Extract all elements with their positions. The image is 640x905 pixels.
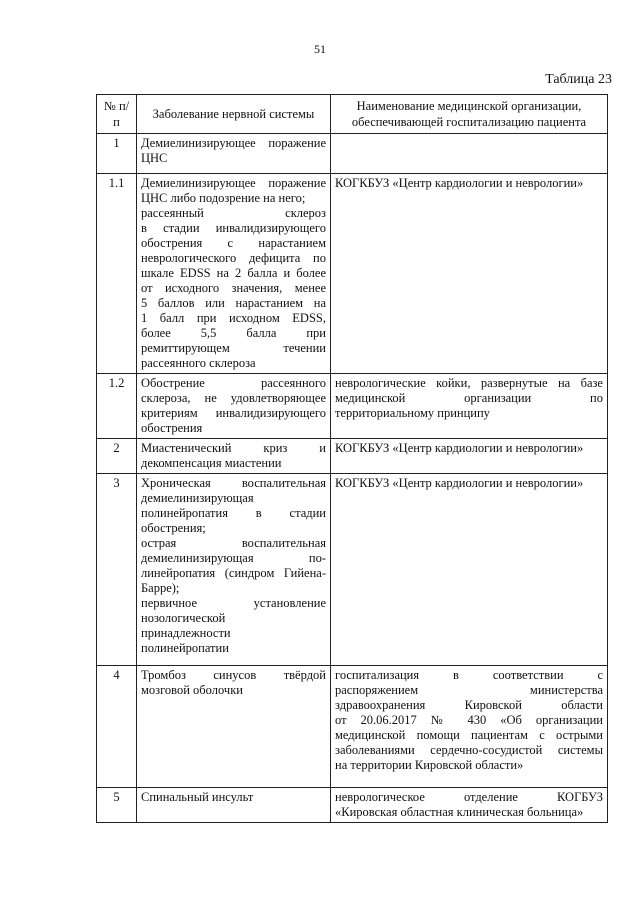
cell-text-line: Спинальный инсульт — [141, 790, 254, 804]
cell-text-line: Демиелинизирующее поражение — [141, 136, 326, 150]
header-organization: Наименование медицинской организации, обеспечивающей госпитализацию пациента — [331, 95, 608, 134]
cell-text-line: от 20.06.2017 № 430 «Об организации — [335, 713, 603, 727]
organization-cell — [331, 474, 608, 666]
cell-text-line: КОГКБУЗ «Центр кардиологии и неврологии» — [335, 441, 584, 455]
hospitalization-table — [96, 94, 608, 823]
cell-text-line: КОГКБУЗ «Центр кардиологии и неврологии» — [335, 176, 584, 190]
table-row — [97, 666, 608, 788]
header-num: № п/п — [97, 95, 137, 134]
cell-text-line: медицинской помощи пациентам с острыми — [335, 728, 603, 742]
cell-text-line: обострения; — [141, 521, 206, 535]
disease-cell — [137, 374, 331, 439]
row-number: 2 — [97, 439, 137, 474]
cell-text-line: на территории Кировской области» — [335, 758, 524, 772]
cell-text-line: Барре); — [141, 581, 180, 595]
cell-text-line: декомпенсация миастении — [141, 456, 282, 470]
organization-cell — [331, 439, 608, 474]
cell-text-line: здравоохранения Кировской области — [335, 698, 603, 712]
organization-cell — [331, 666, 608, 788]
cell-text-line: шкале EDSS на 2 балла и более — [141, 266, 326, 280]
cell-text-line: неврологические койки, развернутые на базе — [335, 376, 603, 390]
header-disease: Заболевание нервной системы — [137, 95, 331, 134]
cell-text-line: полинейропатии — [141, 641, 229, 655]
cell-text-line: линейропатия (синдром Гийена- — [141, 566, 326, 580]
table-row — [97, 788, 608, 823]
cell-text-line: ЦНС либо подозрение на него; — [141, 191, 306, 205]
row-number: 3 — [97, 474, 137, 666]
cell-text-line: распоряжением министерства — [335, 683, 603, 697]
cell-text-line: Тромбоз синусов твёрдой — [141, 668, 326, 682]
row-number: 5 — [97, 788, 137, 823]
cell-text-line: склероза, не удовлетворяющее — [141, 391, 326, 405]
cell-text-line: рассеянный склероз — [141, 206, 326, 220]
organization-cell — [331, 374, 608, 439]
cell-text-line: заболеваниями сердечно-сосудистой системы — [335, 743, 603, 757]
cell-text-line: ремиттирующем течении — [141, 341, 326, 355]
cell-text-line: неврологическое отделение КОГБУЗ — [335, 790, 603, 804]
cell-text-line: более 5,5 балла при — [141, 326, 326, 340]
cell-text-line: демиелинизирующая — [141, 491, 254, 505]
row-number: 1.2 — [97, 374, 137, 439]
disease-cell — [137, 439, 331, 474]
table-row — [97, 474, 608, 666]
cell-text-line: полинейропатия в стадии — [141, 506, 326, 520]
cell-text-line: Хроническая воспалительная — [141, 476, 326, 490]
row-number: 4 — [97, 666, 137, 788]
disease-cell — [137, 174, 331, 374]
cell-text-line: критериям инвалидизирующего — [141, 406, 326, 420]
cell-text-line: рассеянного склероза — [141, 356, 256, 370]
cell-text-line: острая воспалительная — [141, 536, 326, 550]
table-row — [97, 439, 608, 474]
cell-text-line: в стадии инвалидизирующего — [141, 221, 326, 235]
cell-text-line: мозговой оболочки — [141, 683, 243, 697]
table-row — [97, 174, 608, 374]
cell-text-line: принадлежности — [141, 626, 231, 640]
cell-text-line: нозологической — [141, 611, 226, 625]
organization-cell — [331, 134, 608, 174]
cell-text-line: 1 балл при исходном EDSS, — [141, 311, 326, 325]
table-row — [97, 134, 608, 174]
disease-cell — [137, 474, 331, 666]
cell-text-line: демиелинизирующая по- — [141, 551, 326, 565]
cell-text-line: 5 баллов или нарастанием на — [141, 296, 326, 310]
table-row — [97, 374, 608, 439]
table-caption: Таблица 23 — [545, 72, 612, 87]
table-header-row — [97, 95, 608, 134]
cell-text-line: «Кировская областная клиническая больница» — [335, 805, 584, 819]
page-number: 51 — [314, 42, 326, 56]
disease-cell — [137, 134, 331, 174]
cell-text-line: медицинской организации по — [335, 391, 603, 405]
cell-text-line: неврологического дефицита по — [141, 251, 326, 265]
cell-text-line: первичное установление — [141, 596, 326, 610]
cell-text-line: КОГКБУЗ «Центр кардиологии и неврологии» — [335, 476, 584, 490]
disease-cell — [137, 788, 331, 823]
cell-text-line: госпитализация в соответствии с — [335, 668, 603, 682]
cell-text-line: от исходного значения, менее — [141, 281, 326, 295]
organization-cell — [331, 174, 608, 374]
row-number: 1.1 — [97, 174, 137, 374]
organization-cell — [331, 788, 608, 823]
row-number: 1 — [97, 134, 137, 174]
cell-text-line: обострения — [141, 421, 203, 435]
cell-text-line: Обострение рассеянного — [141, 376, 326, 390]
cell-text-line: ЦНС — [141, 151, 168, 165]
cell-text-line: территориальному принципу — [335, 406, 490, 420]
cell-text-line: обострения с нарастанием — [141, 236, 326, 250]
cell-text-line: Демиелинизирующее поражение — [141, 176, 326, 190]
disease-cell — [137, 666, 331, 788]
cell-text-line: Миастенический криз и — [141, 441, 326, 455]
